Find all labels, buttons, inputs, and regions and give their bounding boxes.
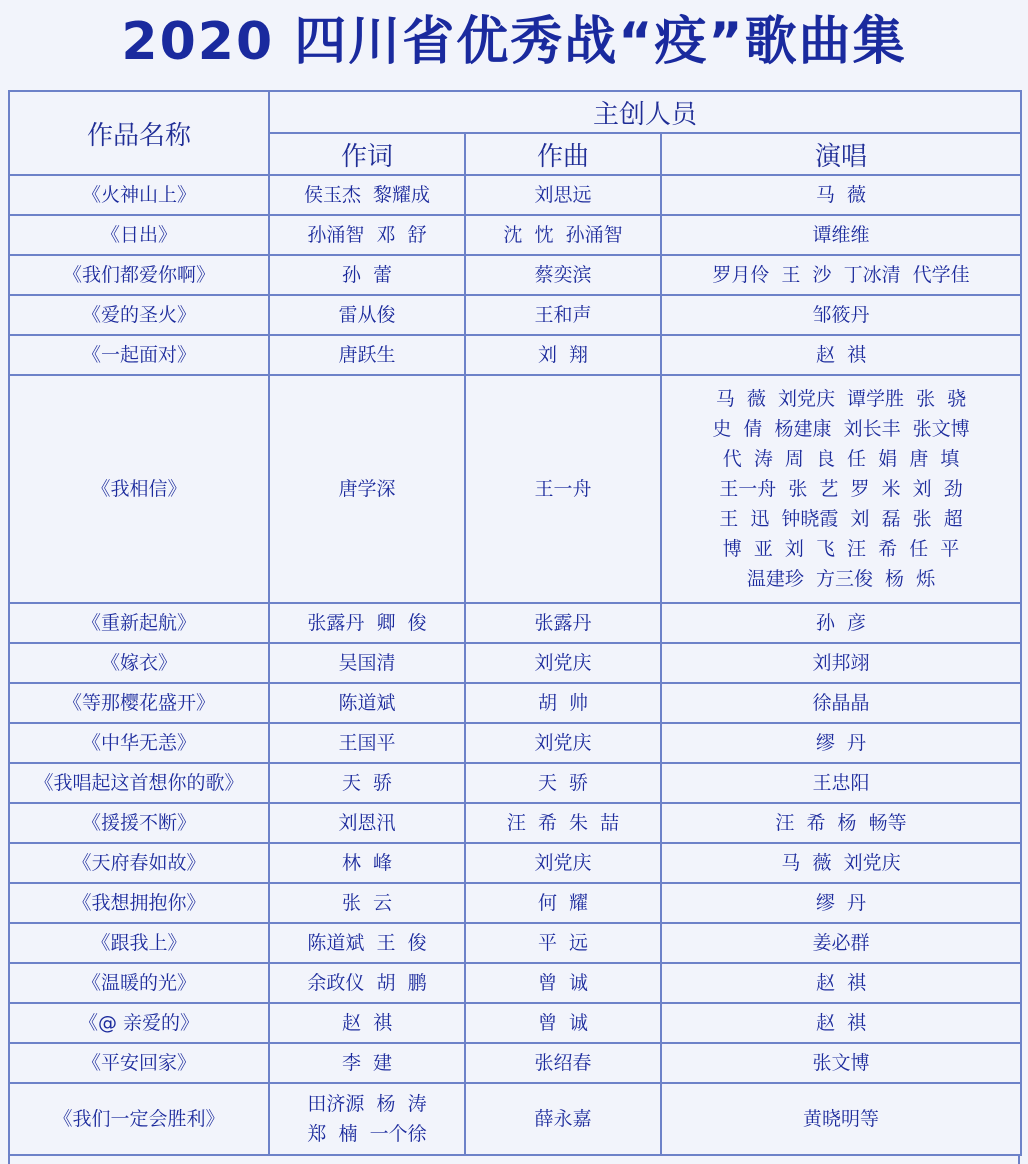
- work-name-cell: 《火神山上》: [9, 175, 269, 215]
- performer-cell: 徐晶晶: [661, 683, 1021, 723]
- performer-cell: 赵 祺: [661, 335, 1021, 375]
- table-row: [9, 255, 1021, 295]
- performer-cell: 谭维维: [661, 215, 1021, 255]
- performer-cell: 邹筱丹: [661, 295, 1021, 335]
- table-row: [9, 295, 1021, 335]
- lyricist-cell: 王国平: [269, 723, 465, 763]
- lyricist-cell: 田济源 杨 涛 郑 楠 一个徐: [269, 1083, 465, 1155]
- header-creators: 主创人员: [269, 91, 1021, 133]
- composer-cell: 沈 忱 孙涌智: [465, 215, 661, 255]
- song-table: [8, 90, 1022, 1156]
- work-name-cell: 《我唱起这首想你的歌》: [9, 763, 269, 803]
- lyricist-cell: 吴国清: [269, 643, 465, 683]
- table-row: [9, 843, 1021, 883]
- work-name-cell: 《天府春如故》: [9, 843, 269, 883]
- lyricist-cell: 唐跃生: [269, 335, 465, 375]
- work-name-cell: 《等那樱花盛开》: [9, 683, 269, 723]
- composer-cell: 刘党庆: [465, 843, 661, 883]
- composer-cell: 薛永嘉: [465, 1083, 661, 1155]
- table-row: [9, 643, 1021, 683]
- table-row: [9, 215, 1021, 255]
- composer-cell: 刘党庆: [465, 643, 661, 683]
- lyricist-cell: 孙 蕾: [269, 255, 465, 295]
- lyricist-cell: 陈道斌 王 俊: [269, 923, 465, 963]
- table-row: [9, 375, 1021, 603]
- work-name-cell: 《重新起航》: [9, 603, 269, 643]
- work-name-cell: 《@ 亲爱的》: [9, 1003, 269, 1043]
- composer-cell: 胡 帅: [465, 683, 661, 723]
- performer-cell: 赵 祺: [661, 1003, 1021, 1043]
- composer-cell: 蔡奕滨: [465, 255, 661, 295]
- table-row: [9, 1083, 1021, 1155]
- table-row: [9, 1003, 1021, 1043]
- table-row: [9, 963, 1021, 1003]
- composer-cell: 平 远: [465, 923, 661, 963]
- composer-cell: 曾 诚: [465, 963, 661, 1003]
- composer-cell: 王一舟: [465, 375, 661, 603]
- lyricist-cell: 赵 祺: [269, 1003, 465, 1043]
- work-name-cell: 《嫁衣》: [9, 643, 269, 683]
- composer-cell: 刘思远: [465, 175, 661, 215]
- performer-cell: 马 薇 刘党庆: [661, 843, 1021, 883]
- lyricist-cell: 张露丹 卿 俊: [269, 603, 465, 643]
- performer-cell: 赵 祺: [661, 963, 1021, 1003]
- table-row: [9, 175, 1021, 215]
- work-name-cell: 《温暖的光》: [9, 963, 269, 1003]
- performer-cell: 姜必群: [661, 923, 1021, 963]
- work-name-cell: 《跟我上》: [9, 923, 269, 963]
- lyricist-cell: 孙涌智 邓 舒: [269, 215, 465, 255]
- lyricist-cell: 唐学深: [269, 375, 465, 603]
- composer-cell: 张露丹: [465, 603, 661, 643]
- composer-cell: 王和声: [465, 295, 661, 335]
- header-lyricist: 作词: [269, 133, 465, 175]
- work-name-cell: 《一起面对》: [9, 335, 269, 375]
- work-name-cell: 《平安回家》: [9, 1043, 269, 1083]
- lyricist-cell: 雷从俊: [269, 295, 465, 335]
- table-continuation: [8, 1156, 1020, 1164]
- header-performer: 演唱: [661, 133, 1021, 175]
- work-name-cell: 《我们一定会胜利》: [9, 1083, 269, 1155]
- work-name-cell: 《援援不断》: [9, 803, 269, 843]
- table-row: [9, 1043, 1021, 1083]
- work-name-cell: 《我们都爱你啊》: [9, 255, 269, 295]
- composer-cell: 天 骄: [465, 763, 661, 803]
- table-row: [9, 335, 1021, 375]
- lyricist-cell: 林 峰: [269, 843, 465, 883]
- work-name-cell: 《爱的圣火》: [9, 295, 269, 335]
- performer-cell: 刘邦翊: [661, 643, 1021, 683]
- header-work-name: 作品名称: [9, 91, 269, 175]
- performer-cell: 罗月伶 王 沙 丁冰清 代学佳: [661, 255, 1021, 295]
- work-name-cell: 《我相信》: [9, 375, 269, 603]
- composer-cell: 刘党庆: [465, 723, 661, 763]
- lyricist-cell: 陈道斌: [269, 683, 465, 723]
- table-row: [9, 923, 1021, 963]
- performer-cell: 张文博: [661, 1043, 1021, 1083]
- composer-cell: 何 耀: [465, 883, 661, 923]
- lyricist-cell: 天 骄: [269, 763, 465, 803]
- work-name-cell: 《日出》: [9, 215, 269, 255]
- table-row: [9, 723, 1021, 763]
- table-row: [9, 803, 1021, 843]
- page-title: 2020 四川省优秀战“疫”歌曲集: [121, 12, 907, 72]
- performer-cell: 马 薇 刘党庆 谭学胜 张 骁 史 倩 杨建康 刘长丰 张文博 代 涛 周 良 任 娟 唐 填 王一舟 张 艺 罗 米 刘 劲 王 迅 钟晓霞 刘 磊 张 超 博 亚 刘 飞 汪 希 任 平 温建珍 方三俊 杨 烁: [661, 375, 1021, 603]
- lyricist-cell: 侯玉杰 黎耀成: [269, 175, 465, 215]
- lyricist-cell: 余政仪 胡 鹏: [269, 963, 465, 1003]
- performer-cell: 缪 丹: [661, 723, 1021, 763]
- composer-cell: 汪 希 朱 喆: [465, 803, 661, 843]
- table-row: [9, 603, 1021, 643]
- composer-cell: 曾 诚: [465, 1003, 661, 1043]
- work-name-cell: 《我想拥抱你》: [9, 883, 269, 923]
- performer-cell: 王忠阳: [661, 763, 1021, 803]
- lyricist-cell: 刘恩汛: [269, 803, 465, 843]
- table-row: [9, 683, 1021, 723]
- performer-cell: 黄晓明等: [661, 1083, 1021, 1155]
- performer-cell: 汪 希 杨 畅等: [661, 803, 1021, 843]
- work-name-cell: 《中华无恙》: [9, 723, 269, 763]
- composer-cell: 刘 翔: [465, 335, 661, 375]
- performer-cell: 缪 丹: [661, 883, 1021, 923]
- header-composer: 作曲: [465, 133, 661, 175]
- performer-cell: 孙 彦: [661, 603, 1021, 643]
- song-table-body: [9, 175, 1021, 1155]
- table-row: [9, 883, 1021, 923]
- composer-cell: 张绍春: [465, 1043, 661, 1083]
- lyricist-cell: 张 云: [269, 883, 465, 923]
- table-row: [9, 763, 1021, 803]
- lyricist-cell: 李 建: [269, 1043, 465, 1083]
- performer-cell: 马 薇: [661, 175, 1021, 215]
